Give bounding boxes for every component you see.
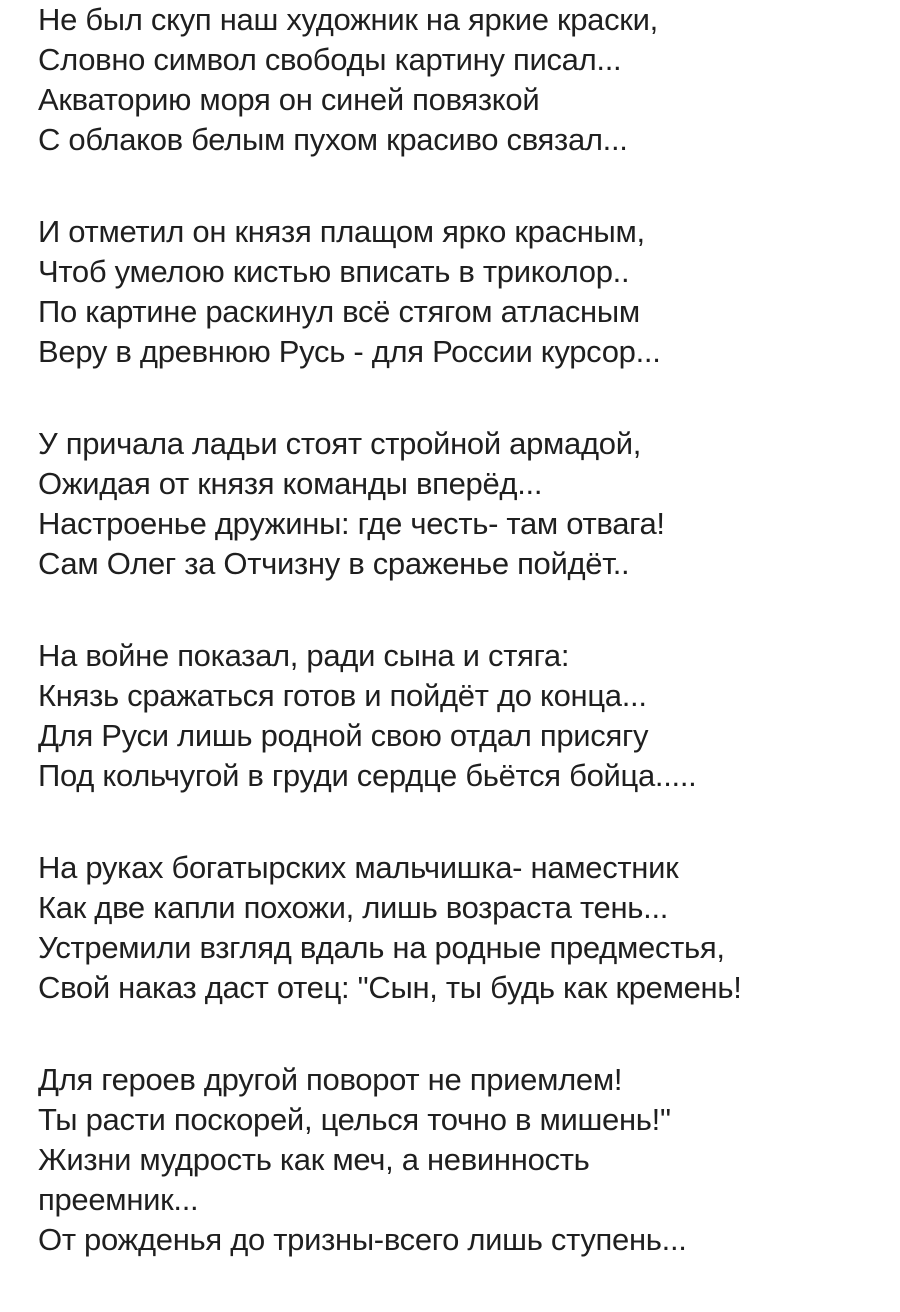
- poem-line: Настроенье дружины: где честь- там отвага!: [38, 506, 665, 541]
- poem-line: Чтоб умелою кистью вписать в триколор..: [38, 254, 630, 289]
- poem-line: Свой наказ даст отец: "Сын, ты будь как кремень!: [38, 970, 742, 1005]
- stanza-2: [38, 212, 888, 372]
- poem-line: Как две капли похожи, лишь возраста тень...: [38, 890, 669, 925]
- poem-line: Ты расти поскорей, целься точно в мишень!": [38, 1102, 671, 1137]
- poem-line: На руках богатырских мальчишка- наместник: [38, 850, 679, 885]
- poem-line: Жизни мудрость как меч, а невинность: [38, 1142, 590, 1177]
- poem-line: Не был скуп наш художник на яркие краски,: [38, 2, 658, 37]
- poem-line: Ожидая от князя команды вперёд...: [38, 466, 543, 501]
- stanza-6: [38, 1060, 888, 1260]
- poem-line: Для героев другой поворот не приемлем!: [38, 1062, 623, 1097]
- poem-line: преемник...: [38, 1182, 199, 1217]
- poem-line: С облаков белым пухом красиво связал...: [38, 122, 628, 157]
- poem-line: Словно символ свободы картину писал...: [38, 42, 622, 77]
- stanza-4: [38, 636, 888, 796]
- poem-line: На войне показал, ради сына и стяга:: [38, 638, 570, 673]
- poem-line: Сам Олег за Отчизну в сраженье пойдёт..: [38, 546, 630, 581]
- poem-line: И отметил он князя плащом ярко красным,: [38, 214, 645, 249]
- poem-line: Устремили взгляд вдаль на родные предместья,: [38, 930, 725, 965]
- poem-line: Князь сражаться готов и пойдёт до конца...: [38, 678, 647, 713]
- poem-line: По картине раскинул всё стягом атласным: [38, 294, 640, 329]
- poem-text: [38, 0, 888, 1312]
- stanza-5: [38, 848, 888, 1008]
- poem-line: Под кольчугой в груди сердце бьётся бойца.....: [38, 758, 697, 793]
- poem-line: От рожденья до тризны-всего лишь ступень...: [38, 1222, 687, 1257]
- stanza-3: [38, 424, 888, 584]
- poem-line: Веру в древнюю Русь - для России курсор...: [38, 334, 661, 369]
- poem-line: У причала ладьи стоят стройной армадой,: [38, 426, 642, 461]
- poem-line: Для Руси лишь родной свою отдал присягу: [38, 718, 649, 753]
- poem-line: Акваторию моря он синей повязкой: [38, 82, 540, 117]
- stanza-1: [38, 0, 888, 160]
